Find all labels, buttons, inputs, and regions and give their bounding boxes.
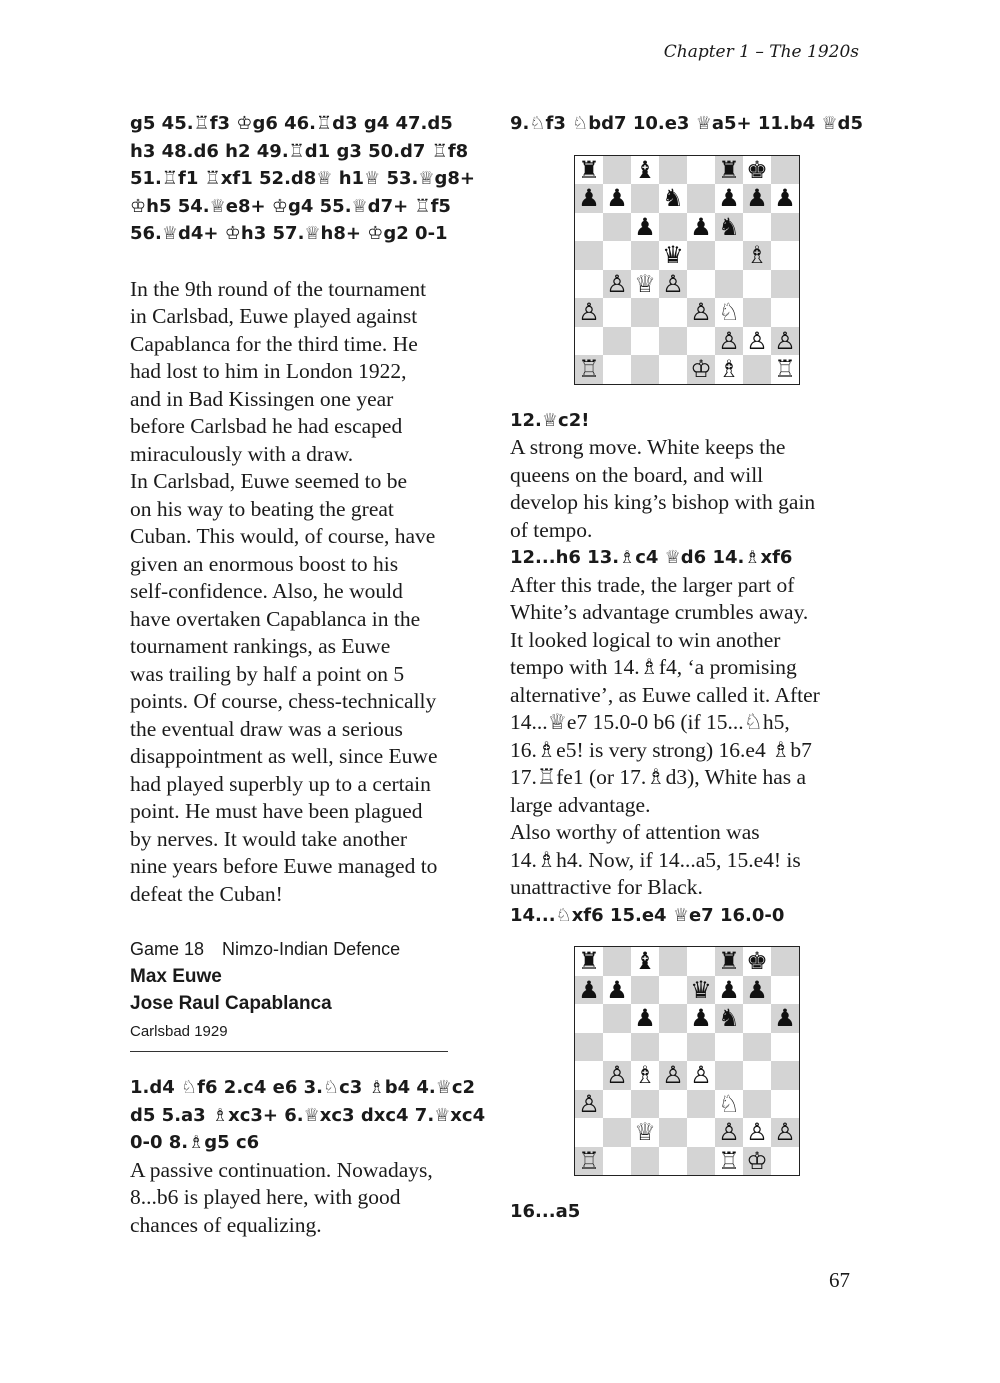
move-line: d5 5.a3 ♗xc3+ 6.♕xc3 dxc4 7.♕xc4 <box>130 1104 486 1126</box>
board-square <box>631 184 659 213</box>
prose-line: 8...b6 is played here, with good <box>130 1185 401 1209</box>
chess-piece-icon: ♘ <box>715 298 743 327</box>
board-square <box>771 1147 799 1176</box>
chess-piece-icon: ♙ <box>743 1118 771 1147</box>
board-square <box>631 1090 659 1119</box>
board-square <box>771 1061 799 1090</box>
board-square <box>631 355 659 384</box>
board-square <box>659 1004 687 1033</box>
prose-line: self-confidence. Also, he would <box>130 579 403 603</box>
chess-piece-icon: ♙ <box>715 1118 743 1147</box>
board-square <box>575 1033 603 1062</box>
chess-piece-icon: ♙ <box>659 270 687 299</box>
chess-piece-icon: ♟ <box>743 976 771 1005</box>
board-square <box>771 1033 799 1062</box>
board-square <box>743 355 771 384</box>
move-12: 12.♕c2! <box>510 409 590 431</box>
chess-piece-icon: ♞ <box>715 213 743 242</box>
chess-piece-icon: ♙ <box>715 327 743 356</box>
right-column <box>510 110 870 1226</box>
board-square <box>603 1004 631 1033</box>
board-square <box>687 184 715 213</box>
board-square <box>743 270 771 299</box>
chess-piece-icon: ♞ <box>659 184 687 213</box>
chess-piece-icon: ♔ <box>743 1147 771 1176</box>
chess-piece-icon: ♜ <box>715 156 743 185</box>
board-square <box>631 241 659 270</box>
chess-piece-icon: ♗ <box>715 355 743 384</box>
board-square <box>575 327 603 356</box>
board-square <box>771 1090 799 1119</box>
chess-piece-icon: ♟ <box>603 976 631 1005</box>
board-square <box>771 298 799 327</box>
board-square <box>603 241 631 270</box>
board-square <box>659 355 687 384</box>
chess-piece-icon: ♝ <box>631 156 659 185</box>
board-square <box>575 1061 603 1090</box>
chess-piece-icon: ♞ <box>715 1004 743 1033</box>
board-square <box>603 156 631 185</box>
board-square <box>743 1090 771 1119</box>
board-square <box>743 1033 771 1062</box>
chess-piece-icon: ♙ <box>687 1061 715 1090</box>
chess-piece-icon: ♟ <box>575 184 603 213</box>
board-square <box>687 327 715 356</box>
board-square <box>771 270 799 299</box>
chess-piece-icon: ♘ <box>715 1090 743 1119</box>
board-square <box>575 213 603 242</box>
left-column <box>130 110 490 1239</box>
prose-line: had lost to him in London 1922, <box>130 359 407 383</box>
board-square <box>771 947 799 976</box>
board-square <box>743 1004 771 1033</box>
chess-piece-icon: ♟ <box>575 976 603 1005</box>
board-square <box>687 241 715 270</box>
chess-piece-icon: ♕ <box>631 270 659 299</box>
board-square <box>603 1090 631 1119</box>
move-16b: 16...a5 <box>510 1201 581 1222</box>
prose-line: Cuban. This would, of course, have <box>130 524 436 548</box>
board-square <box>659 298 687 327</box>
board-square <box>603 947 631 976</box>
prose-line: 17.♖fe1 (or 17.♗d3), White has a <box>510 765 807 789</box>
white-player: Max Euwe <box>130 966 222 987</box>
board-square <box>659 156 687 185</box>
board-square <box>603 1147 631 1176</box>
prose-line: in Carlsbad, Euwe played against <box>130 304 418 328</box>
board-square <box>687 1147 715 1176</box>
chess-piece-icon: ♜ <box>575 156 603 185</box>
prose-line: chances of equalizing. <box>130 1212 322 1237</box>
prose-line: unattractive for Black. <box>510 875 703 899</box>
opening-moves <box>130 1074 490 1157</box>
comment-bottom <box>130 1157 490 1240</box>
chess-piece-icon: ♙ <box>603 270 631 299</box>
prose-line: defeat the Cuban! <box>130 881 283 906</box>
chess-piece-icon: ♖ <box>715 1147 743 1176</box>
board-square <box>603 327 631 356</box>
chess-piece-icon: ♟ <box>631 1004 659 1033</box>
board-square <box>715 241 743 270</box>
board-square <box>603 1118 631 1147</box>
prose-line: White’s advantage crumbles away. <box>510 600 809 624</box>
prose-line: A strong move. White keeps the <box>510 435 786 459</box>
chess-piece-icon: ♟ <box>687 1004 715 1033</box>
board-square <box>715 1061 743 1090</box>
board-square <box>687 1033 715 1062</box>
board-square <box>687 270 715 299</box>
prose-line: tempo with 14.♗f4, ‘a promising <box>510 655 797 679</box>
chess-piece-icon: ♝ <box>631 947 659 976</box>
board-square <box>743 298 771 327</box>
comment-14 <box>510 572 870 902</box>
move-line: ♔h5 54.♕e8+ ♔g4 55.♕d7+ ♖f5 <box>130 195 451 217</box>
chess-piece-icon: ♙ <box>575 298 603 327</box>
chess-diagram-2 <box>574 946 800 1176</box>
chess-piece-icon: ♜ <box>715 947 743 976</box>
board-square <box>603 298 631 327</box>
chapter-header: Chapter 1 – The 1920s <box>663 42 859 62</box>
prose-line: by nerves. It would take another <box>130 826 408 851</box>
chess-piece-icon: ♙ <box>687 298 715 327</box>
chess-piece-icon: ♙ <box>659 1061 687 1090</box>
divider <box>130 1051 448 1052</box>
chess-piece-icon: ♟ <box>631 213 659 242</box>
board-square <box>715 270 743 299</box>
chess-piece-icon: ♟ <box>743 184 771 213</box>
board-square <box>715 1033 743 1062</box>
board-square <box>575 1118 603 1147</box>
board-square <box>743 1061 771 1090</box>
prose-line: Also worthy of attention was <box>510 820 760 844</box>
prose-line: develop his king’s bishop with gain <box>510 490 816 514</box>
prose-line: of tempo. <box>510 517 593 542</box>
moves-top <box>130 110 490 248</box>
board-square <box>687 1118 715 1147</box>
board-square <box>687 947 715 976</box>
prose-line: It looked logical to win another <box>510 627 781 652</box>
prose-line: the eventual draw was a serious <box>130 716 403 741</box>
prose-line: had played superbly up to a certain <box>130 771 431 796</box>
board-square <box>659 976 687 1005</box>
board-square <box>659 1118 687 1147</box>
board-square <box>771 241 799 270</box>
prose-line: on his way to beating the great <box>130 496 394 521</box>
chess-piece-icon: ♙ <box>603 1061 631 1090</box>
board-square <box>659 327 687 356</box>
prose-line: given an enormous boost to his <box>130 551 399 576</box>
prose-line: queens on the board, and will <box>510 462 764 487</box>
prose-line: disappointment as well, since Euwe <box>130 744 438 768</box>
moves-12-14: 12...h6 13.♗c4 ♕d6 14.♗xf6 <box>510 547 793 568</box>
move-line: 51.♖f1 ♖xf1 52.d8♕ h1♕ 53.♕g8+ <box>130 168 475 189</box>
prose-line: have overtaken Capablanca in the <box>130 606 421 631</box>
chess-piece-icon: ♟ <box>715 976 743 1005</box>
chess-piece-icon: ♚ <box>743 156 771 185</box>
chess-piece-icon: ♙ <box>575 1090 603 1119</box>
chess-piece-icon: ♟ <box>715 184 743 213</box>
board-square <box>771 976 799 1005</box>
move-line: 0-0 8.♗g5 c6 <box>130 1132 260 1153</box>
board-square <box>687 1090 715 1119</box>
board-square <box>575 270 603 299</box>
chess-piece-icon: ♕ <box>631 1118 659 1147</box>
board-square <box>603 355 631 384</box>
prose-line: In Carlsbad, Euwe seemed to be <box>130 469 408 493</box>
intro-prose <box>130 276 490 909</box>
board-square <box>631 327 659 356</box>
board-square <box>743 213 771 242</box>
prose-line: tournament rankings, as Euwe <box>130 634 391 658</box>
prose-line: large advantage. <box>510 792 651 817</box>
comment-12 <box>510 434 870 544</box>
board-square <box>603 213 631 242</box>
page-number: 67 <box>829 1268 850 1292</box>
game-heading: Game 18 Nimzo-Indian Defence <box>130 939 401 959</box>
place-year: Carlsbad 1929 <box>130 1023 228 1040</box>
prose-line: nine years before Euwe managed to <box>130 854 438 878</box>
chess-piece-icon: ♟ <box>771 184 799 213</box>
board-square <box>631 976 659 1005</box>
prose-line: A passive continuation. Nowadays, <box>130 1157 433 1182</box>
board-square <box>659 1090 687 1119</box>
prose-line: before Carlsbad he had escaped <box>130 414 403 438</box>
chess-piece-icon: ♖ <box>575 355 603 384</box>
chess-piece-icon: ♜ <box>575 947 603 976</box>
move-line: g5 45.♖f3 ♔g6 46.♖d3 g4 47.d5 <box>130 113 453 134</box>
chess-piece-icon: ♛ <box>687 976 715 1005</box>
prose-line: After this trade, the larger part of <box>510 572 795 597</box>
board-square <box>631 1033 659 1062</box>
board-square <box>575 1004 603 1033</box>
chess-diagram-1 <box>574 155 800 385</box>
chess-piece-icon: ♗ <box>631 1061 659 1090</box>
prose-line: and in Bad Kissingen one year <box>130 386 394 411</box>
chess-piece-icon: ♗ <box>743 241 771 270</box>
prose-line: 16.♗e5! is very strong) 16.e4 ♗b7 <box>510 737 812 762</box>
move-line: 1.d4 ♘f6 2.c4 e6 3.♘c3 ♗b4 4.♕c2 <box>130 1077 476 1098</box>
prose-line: In the 9th round of the tournament <box>130 276 427 301</box>
board-square <box>659 213 687 242</box>
board-square <box>659 947 687 976</box>
move-line: 56.♕d4+ ♔h3 57.♕h8+ ♔g2 0-1 <box>130 223 448 244</box>
chess-piece-icon: ♖ <box>771 355 799 384</box>
board-square <box>603 1033 631 1062</box>
chess-piece-icon: ♚ <box>743 947 771 976</box>
board-square <box>631 1147 659 1176</box>
board-square <box>771 156 799 185</box>
chess-piece-icon: ♙ <box>771 1118 799 1147</box>
chess-piece-icon: ♟ <box>771 1004 799 1033</box>
moves-14-16: 14...♘xf6 15.e4 ♕e7 16.0-0 <box>510 904 785 926</box>
board-square <box>771 213 799 242</box>
chess-piece-icon: ♙ <box>771 327 799 356</box>
chess-piece-icon: ♖ <box>575 1147 603 1176</box>
board-square <box>659 1033 687 1062</box>
prose-line: 14...♕e7 15.0-0 b6 (if 15...♘h5, <box>510 710 790 734</box>
board-square <box>631 298 659 327</box>
prose-line: Capablanca for the third time. He <box>130 331 418 356</box>
board-square <box>659 1147 687 1176</box>
chess-piece-icon: ♔ <box>687 355 715 384</box>
prose-line: alternative’, as Euwe called it. After <box>510 682 820 707</box>
chess-piece-icon: ♟ <box>603 184 631 213</box>
prose-line: miraculously with a draw. <box>130 441 354 466</box>
prose-line: points. Of course, chess-technically <box>130 689 437 713</box>
moves-9-11: 9.♘f3 ♘bd7 10.e3 ♕a5+ 11.b4 ♕d5 <box>510 113 863 134</box>
board-square <box>687 156 715 185</box>
chess-piece-icon: ♙ <box>743 327 771 356</box>
chess-piece-icon: ♛ <box>659 241 687 270</box>
prose-line: was trailing by half a point on 5 <box>130 661 405 686</box>
chess-piece-icon: ♟ <box>687 213 715 242</box>
move-line: h3 48.d6 h2 49.♖d1 g3 50.d7 ♖f8 <box>130 140 469 162</box>
prose-line: point. He must have been plagued <box>130 799 423 823</box>
board-square <box>575 241 603 270</box>
prose-line: 14.♗h4. Now, if 14...a5, 15.e4! is <box>510 847 801 872</box>
black-player: Jose Raul Capablanca <box>130 993 332 1014</box>
